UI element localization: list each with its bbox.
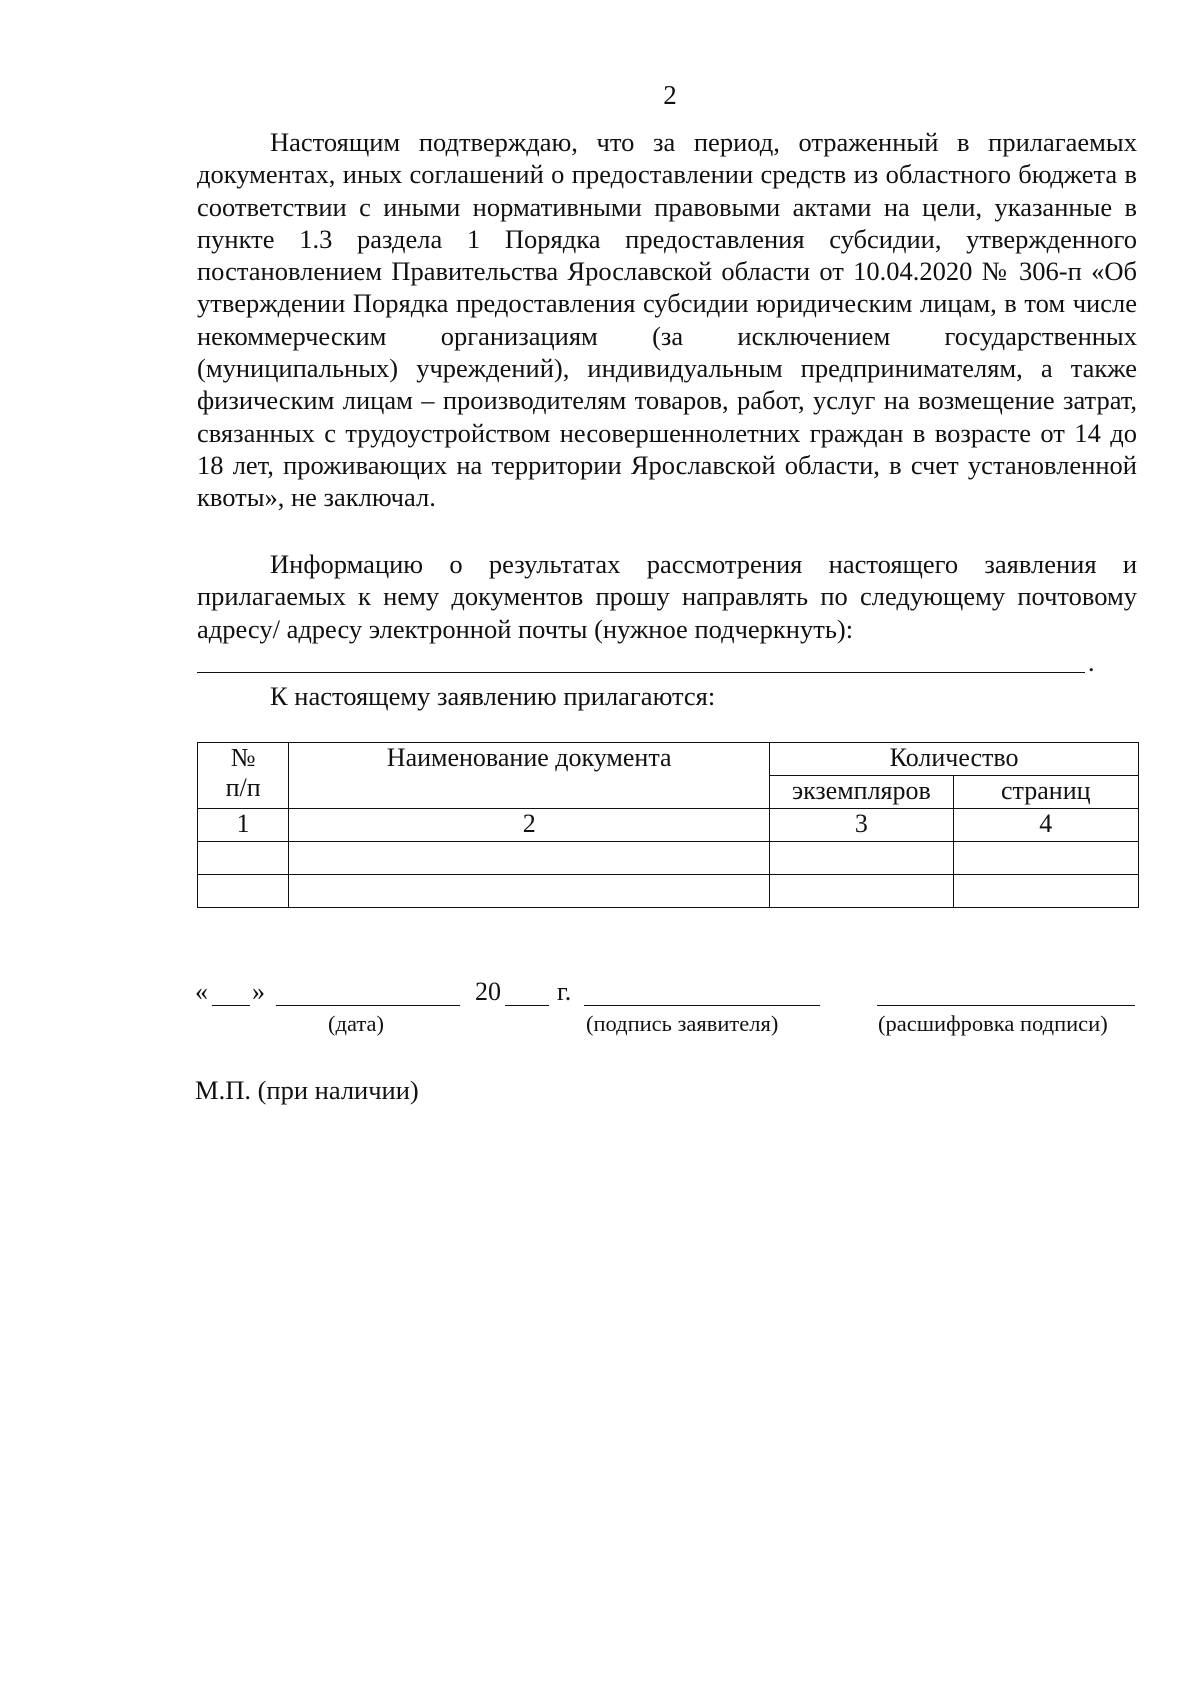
header-number-cell	[198, 743, 289, 809]
table-cell[interactable]	[953, 842, 1138, 875]
date-quote-close: »	[252, 977, 265, 1006]
table-index-row	[198, 809, 1139, 842]
index-cell: 3	[770, 809, 953, 842]
decoding-caption: (расшифровка подписи)	[878, 1011, 1108, 1036]
date-quote-open: «	[195, 977, 208, 1006]
header-copies: экземпляров	[770, 776, 953, 809]
signature-blank[interactable]	[584, 1005, 820, 1006]
table-row	[198, 875, 1139, 908]
month-blank[interactable]	[276, 1005, 460, 1006]
day-blank[interactable]	[212, 1005, 250, 1006]
header-number-symbol: №	[230, 743, 256, 772]
table-cell[interactable]	[770, 875, 953, 908]
table-cell[interactable]	[198, 842, 289, 875]
index-cell: 1	[198, 809, 289, 842]
year-suffix: г.	[557, 977, 572, 1006]
confirmation-paragraph: Настоящим подтверждаю, что за период, отраженный в прилагаемых документах, иных соглашений о предоставлении средств из областного бюджета в соответствии с иными нормативными правовыми актами на цели, указанные в пункте 1.3 раздела 1 Порядка предоставления субсидии, утвержденного постановлением Правительства Ярославской области от 10.04.2020 № 306-п «Об утверждении Порядка предоставления субсидии юридическим лицам, в том числе некоммерческим организациям (за исключением государственных (муниципальных) учреждений), индивидуальным предпринимателям, а также физическим лицам – производителям товаров, работ, услуг на возмещение затрат, связанных с трудоустройством несовершеннолетних граждан в возрасте от 14 до 18 лет, проживающих на территории Ярославской области, в счет установленной квоты», не заключал.	[197, 127, 1137, 513]
date-caption: (дата)	[328, 1011, 384, 1036]
table-header-row	[198, 743, 1139, 776]
page-number: 2	[663, 80, 677, 110]
index-cell: 2	[289, 809, 770, 842]
header-pages: страниц	[953, 776, 1138, 809]
signature-caption: (подпись заявителя)	[586, 1011, 779, 1036]
attachments-table	[197, 742, 1139, 908]
info-request-paragraph: Информацию о результатах рассмотрения настоящего заявления и прилагаемых к нему документов прошу направлять по следующему почтовому адресу/ адресу электронной почты (нужное подчеркнуть):	[197, 549, 1137, 644]
year-blank[interactable]	[505, 1005, 549, 1006]
table-row	[198, 842, 1139, 875]
attachments-heading: К настоящему заявлению прилагаются:	[270, 681, 716, 711]
table-cell[interactable]	[289, 875, 770, 908]
year-prefix: 20	[475, 977, 501, 1006]
header-quantity: Количество	[770, 743, 1139, 776]
table-cell[interactable]	[953, 875, 1138, 908]
table-cell[interactable]	[289, 842, 770, 875]
address-terminator: .	[1088, 648, 1095, 677]
stamp-place: М.П. (при наличии)	[195, 1075, 419, 1105]
header-document-name: Наименование документа	[289, 743, 770, 809]
table-cell[interactable]	[198, 875, 289, 908]
signature-decoding-blank[interactable]	[877, 1005, 1135, 1006]
address-blank-line[interactable]	[197, 672, 1085, 673]
table-cell[interactable]	[770, 842, 953, 875]
index-cell: 4	[953, 809, 1138, 842]
header-number-abbr: п/п	[225, 773, 261, 802]
